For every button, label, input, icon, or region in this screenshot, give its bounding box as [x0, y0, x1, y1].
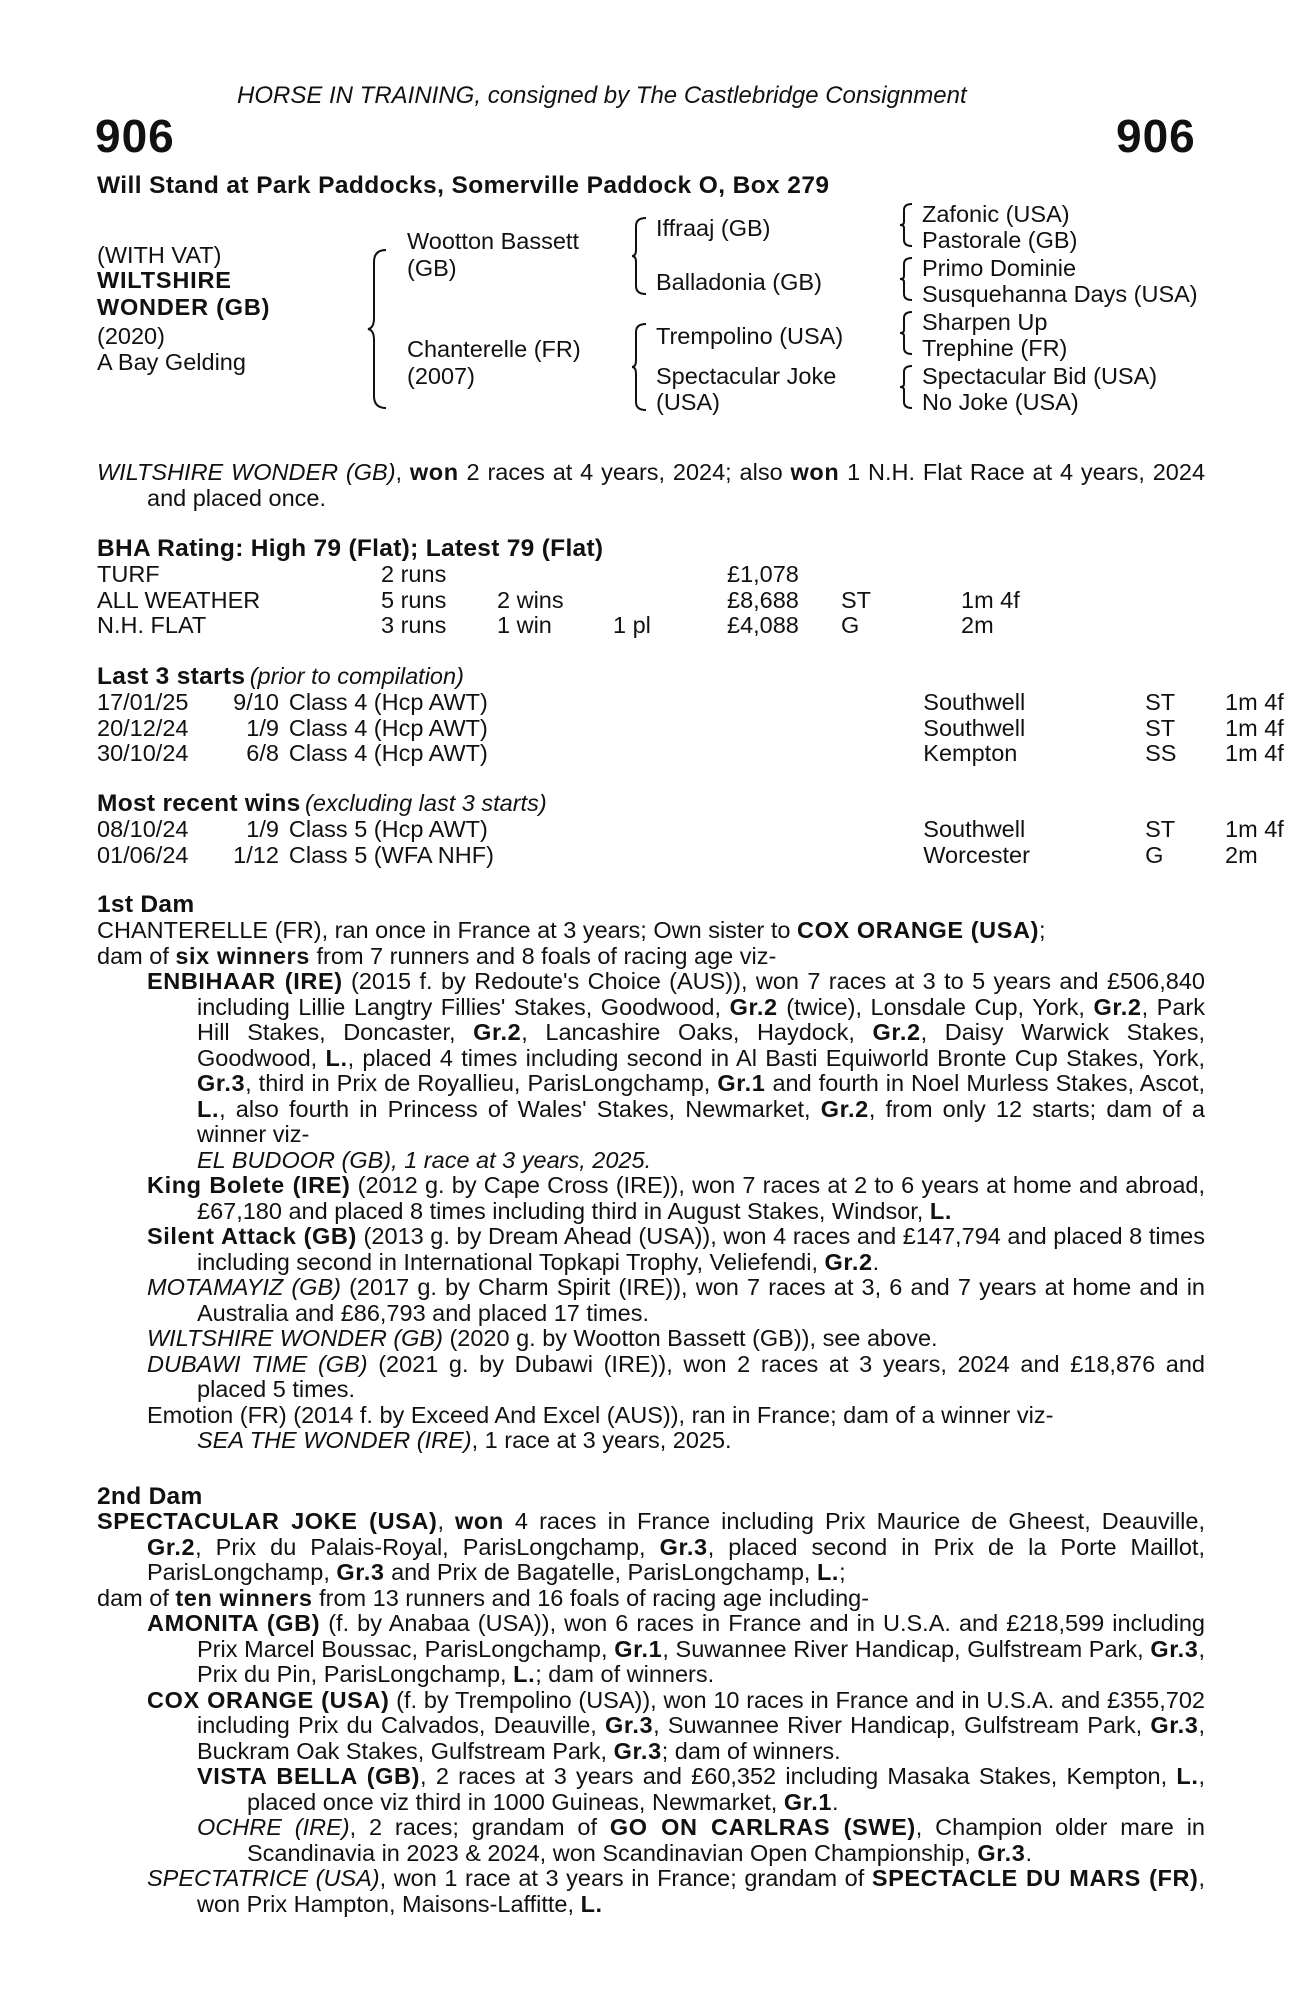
race-row	[97, 716, 1315, 742]
race-pos: 1/12	[233, 841, 279, 868]
rating-placed: 1 pl	[613, 612, 651, 638]
pedigree-brace-2	[898, 256, 914, 302]
race-dist: 2m	[1225, 841, 1258, 868]
race-course: Southwell	[923, 714, 1026, 741]
race-row	[97, 843, 1315, 869]
rating-runs: 5 runs	[381, 586, 447, 613]
recent-wins-table	[97, 817, 1315, 868]
dam-sire: Trempolino (USA)	[656, 323, 844, 349]
second-dam-section	[97, 1509, 1205, 1917]
consignment-line: HORSE IN TRAINING, consigned by The Castlebridge Consignment	[237, 82, 967, 109]
rating-dist: 2m	[961, 612, 994, 638]
race-pos: 9/10	[233, 689, 279, 715]
rating-dist	[961, 562, 1061, 588]
ggsire-2: Primo Dominie	[922, 255, 1077, 281]
progeny-cox-orange: COX ORANGE (USA) (f. by Trempolino (USA)), won 10 races in France and in U.S.A. and £355,702 including Prix du Calvados, Deauville, Gr.3, Suwannee River Handicap, Gulfstream Park, Gr.3, Buckram Oak Stakes, Gulfstream Park, Gr.3; dam of winners.	[147, 1686, 1205, 1764]
ggsire-3: Sharpen Up	[922, 309, 1048, 335]
progeny-sea-the-wonder: SEA THE WONDER (IRE), 1 race at 3 years, 2025.	[197, 1427, 732, 1453]
race-going: ST	[1145, 689, 1176, 715]
race-race: Class 4 (Hcp AWT)	[288, 689, 488, 715]
progeny-spectatrice: SPECTATRICE (USA), won 1 race at 3 years in France; grandam of SPECTACLE DU MARS (FR), won Prix Hampton, Maisons-Laffitte, L.	[147, 1865, 1205, 1917]
rating-surface: TURF	[97, 561, 160, 587]
ggdam-1: Pastorale (GB)	[922, 227, 1078, 253]
pedigree-brace-1	[898, 202, 914, 248]
second-dam-produce: dam of ten winners from 13 runners and 16 foals of racing age including-	[97, 1584, 870, 1611]
progeny-wiltshire-wonder: WILTSHIRE WONDER (GB) (2020 g. by Wootton Bassett (GB)), see above.	[147, 1325, 938, 1351]
race-race: Class 4 (Hcp AWT)	[288, 740, 488, 766]
rating-going: G	[841, 612, 860, 638]
bha-rating-title: BHA Rating: High 79 (Flat); Latest 79 (Flat)	[97, 535, 604, 562]
ggdam-4: No Joke (USA)	[922, 389, 1079, 415]
ggdam-2: Susquehanna Days (USA)	[922, 281, 1198, 307]
progeny-ochre: OCHRE (IRE), 2 races; grandam of GO ON CARLRAS (SWE), Champion older mare in Scandinavia in 2023 & 2024, won Scandinavian Open Championship, Gr.3.	[197, 1814, 1205, 1866]
race-pos: 6/8	[246, 740, 279, 766]
lot-number-right: 906	[1116, 110, 1196, 162]
race-course: Worcester	[923, 841, 1030, 868]
progeny-amonita: AMONITA (GB) (f. by Anabaa (USA)), won 6 races in France and in U.S.A. and £218,599 including Prix Marcel Boussac, ParisLongchamp, Gr.1, Suwannee River Handicap, Gulfstream Park, Gr.3, Prix du Pin, ParisLongchamp, L.; dam of winners.	[147, 1610, 1206, 1687]
race-date: 17/01/25	[97, 689, 189, 715]
pedigree-brace-4	[898, 364, 914, 410]
first-dam-section	[97, 918, 1205, 1454]
race-race: Class 4 (Hcp AWT)	[288, 714, 488, 741]
ggsire-1: Zafonic (USA)	[922, 201, 1070, 227]
rating-placed	[613, 588, 727, 614]
progeny-enbihaar: ENBIHAAR (IRE) (2015 f. by Redoute's Choice (AUS)), won 7 races at 3 to 5 years and £506,840 including Lillie Langtry Fillies' Stakes, Goodwood, Gr.2 (twice), Lonsdale Cup, York, Gr.2, Park Hill Stakes, Doncaster, Gr.2, Lancashire Oaks, Haydock, Gr.2, Daisy Warwick Stakes, Goodwood, L., placed 4 times including second in Al Basti Equiworld Bronte Cup Stakes, York, Gr.3, third in Prix de Royallieu, ParisLongchamp, Gr.1 and fourth in Noel Murless Stakes, Ascot, L., also fourth in Princess of Wales' Stakes, Newmarket, Gr.2, from only 12 starts; dam of a winner viz-	[147, 968, 1205, 1147]
pedigree-brace-3	[898, 310, 914, 356]
race-row	[97, 690, 1315, 716]
race-dist: 1m 4f	[1225, 689, 1284, 715]
rating-dist: 1m 4f	[961, 586, 1020, 613]
pedigree-brace-sire	[630, 216, 648, 296]
rating-runs: 2 runs	[381, 561, 447, 587]
sire-country: (GB)	[407, 255, 457, 281]
race-course: Southwell	[923, 689, 1026, 715]
rating-going: ST	[841, 586, 872, 613]
rating-row	[97, 562, 1061, 588]
rating-placed	[613, 562, 727, 588]
rating-surface: ALL WEATHER	[97, 586, 261, 613]
race-race: Class 5 (Hcp AWT)	[288, 816, 488, 842]
race-dist: 1m 4f	[1225, 816, 1284, 842]
race-pos: 1/9	[246, 816, 279, 842]
rating-wins	[497, 562, 613, 588]
race-going: ST	[1145, 714, 1176, 741]
horse-description: A Bay Gelding	[97, 349, 246, 375]
second-dam-title: 2nd Dam	[97, 1483, 203, 1510]
progeny-king-bolete: King Bolete (IRE) (2012 g. by Cape Cross (IRE)), won 7 races at 2 to 6 years at home and abroad, £67,180 and placed 8 times including third in August Stakes, Windsor, L.	[147, 1172, 1205, 1224]
last-starts-table	[97, 690, 1315, 767]
recent-wins-heading: Most recent wins (excluding last 3 starts)	[97, 790, 547, 817]
race-race: Class 5 (WFA NHF)	[288, 841, 494, 868]
race-date: 01/06/24	[97, 841, 189, 868]
last-starts-heading: Last 3 starts (prior to compilation)	[97, 663, 464, 690]
race-going: ST	[1145, 816, 1176, 842]
race-row	[97, 741, 1315, 767]
ggdam-3: Trephine (FR)	[922, 335, 1068, 361]
race-course: Southwell	[923, 816, 1026, 842]
race-row	[97, 817, 1315, 843]
dam-name: Chanterelle (FR)	[407, 336, 581, 362]
sire-name: Wootton Bassett	[407, 228, 579, 254]
dam-dam: Spectacular Joke	[656, 363, 837, 389]
vat-label: (WITH VAT)	[97, 242, 222, 268]
sire-dam: Balladonia (GB)	[656, 269, 822, 295]
rating-prize: £4,088	[727, 612, 799, 638]
rating-row	[97, 588, 1061, 614]
rating-row	[97, 613, 1061, 639]
race-date: 20/12/24	[97, 714, 189, 741]
race-going: G	[1145, 841, 1164, 868]
progeny-vista-bella: VISTA BELLA (GB), 2 races at 3 years and £60,352 including Masaka Stakes, Kempton, L., placed once viz third in 1000 Guineas, Newmarket, Gr.1.	[197, 1763, 1205, 1815]
race-dist: 1m 4f	[1225, 740, 1284, 766]
first-dam-intro-line2: dam of six winners from 7 runners and 8 foals of racing age viz-	[97, 942, 777, 969]
race-dist: 1m 4f	[1225, 714, 1284, 741]
race-pos: 1/9	[246, 714, 279, 741]
rating-surface: N.H. FLAT	[97, 612, 207, 638]
stable-location: Will Stand at Park Paddocks, Somerville Paddock O, Box 279	[97, 172, 830, 199]
rating-wins: 2 wins	[497, 586, 564, 613]
rating-runs: 3 runs	[381, 612, 447, 638]
race-summary: WILTSHIRE WONDER (GB), won 2 races at 4 years, 2024; also won 1 N.H. Flat Race at 4 years, 2024 and placed once.	[97, 459, 1206, 511]
progeny-dubawi-time: DUBAWI TIME (GB) (2021 g. by Dubawi (IRE)), won 2 races at 3 years, 2024 and £18,876 and placed 5 times.	[147, 1350, 1205, 1402]
rating-wins: 1 win	[497, 612, 552, 638]
rating-prize: £1,078	[727, 561, 799, 587]
horse-name-line2: WONDER (GB)	[97, 294, 271, 320]
second-dam-spectacular-joke: SPECTACULAR JOKE (USA), won 4 races in France including Prix Maurice de Gheest, Deauville, Gr.2, Prix du Palais-Royal, ParisLongchamp, Gr.3, placed second in Prix de la Porte Maillot, ParisLongchamp, Gr.3 and Prix de Bagatelle, ParisLongchamp, L.;	[97, 1508, 1205, 1585]
race-course: Kempton	[923, 740, 1018, 766]
lot-number-left: 906	[95, 110, 175, 162]
first-dam-intro-line1: CHANTERELLE (FR), ran once in France at 3 years; Own sister to COX ORANGE (USA);	[97, 917, 1046, 943]
race-going: SS	[1145, 740, 1177, 766]
rating-prize: £8,688	[727, 586, 799, 613]
dam-dam-country: (USA)	[656, 389, 720, 415]
sire-sire: Iffraaj (GB)	[656, 215, 771, 241]
ggsire-4: Spectacular Bid (USA)	[922, 363, 1158, 389]
progeny-el-budoor: EL BUDOOR (GB), 1 race at 3 years, 2025.	[197, 1146, 652, 1173]
first-dam-title: 1st Dam	[97, 891, 195, 918]
dam-year: (2007)	[407, 363, 475, 389]
progeny-emotion: Emotion (FR) (2014 f. by Exceed And Excel (AUS)), ran in France; dam of a winner viz-	[147, 1401, 1054, 1428]
pedigree-brace-dam	[630, 322, 648, 412]
rating-table	[97, 562, 1061, 639]
race-date: 08/10/24	[97, 816, 189, 842]
race-date: 30/10/24	[97, 740, 189, 766]
horse-name-line1: WILTSHIRE	[97, 267, 232, 293]
progeny-motamayiz: MOTAMAYIZ (GB) (2017 g. by Charm Spirit (IRE)), won 7 races at 3, 6 and 7 years at home and in Australia and £86,793 and placed 17 times.	[147, 1274, 1205, 1326]
foaling-year: (2020)	[97, 323, 165, 349]
progeny-silent-attack: Silent Attack (GB) (2013 g. by Dream Ahead (USA)), won 4 races and £147,794 and placed 8 times including second in International Topkapi Trophy, Veliefendi, Gr.2.	[147, 1223, 1206, 1275]
pedigree-brace-main	[366, 248, 388, 410]
rating-going	[841, 562, 961, 588]
